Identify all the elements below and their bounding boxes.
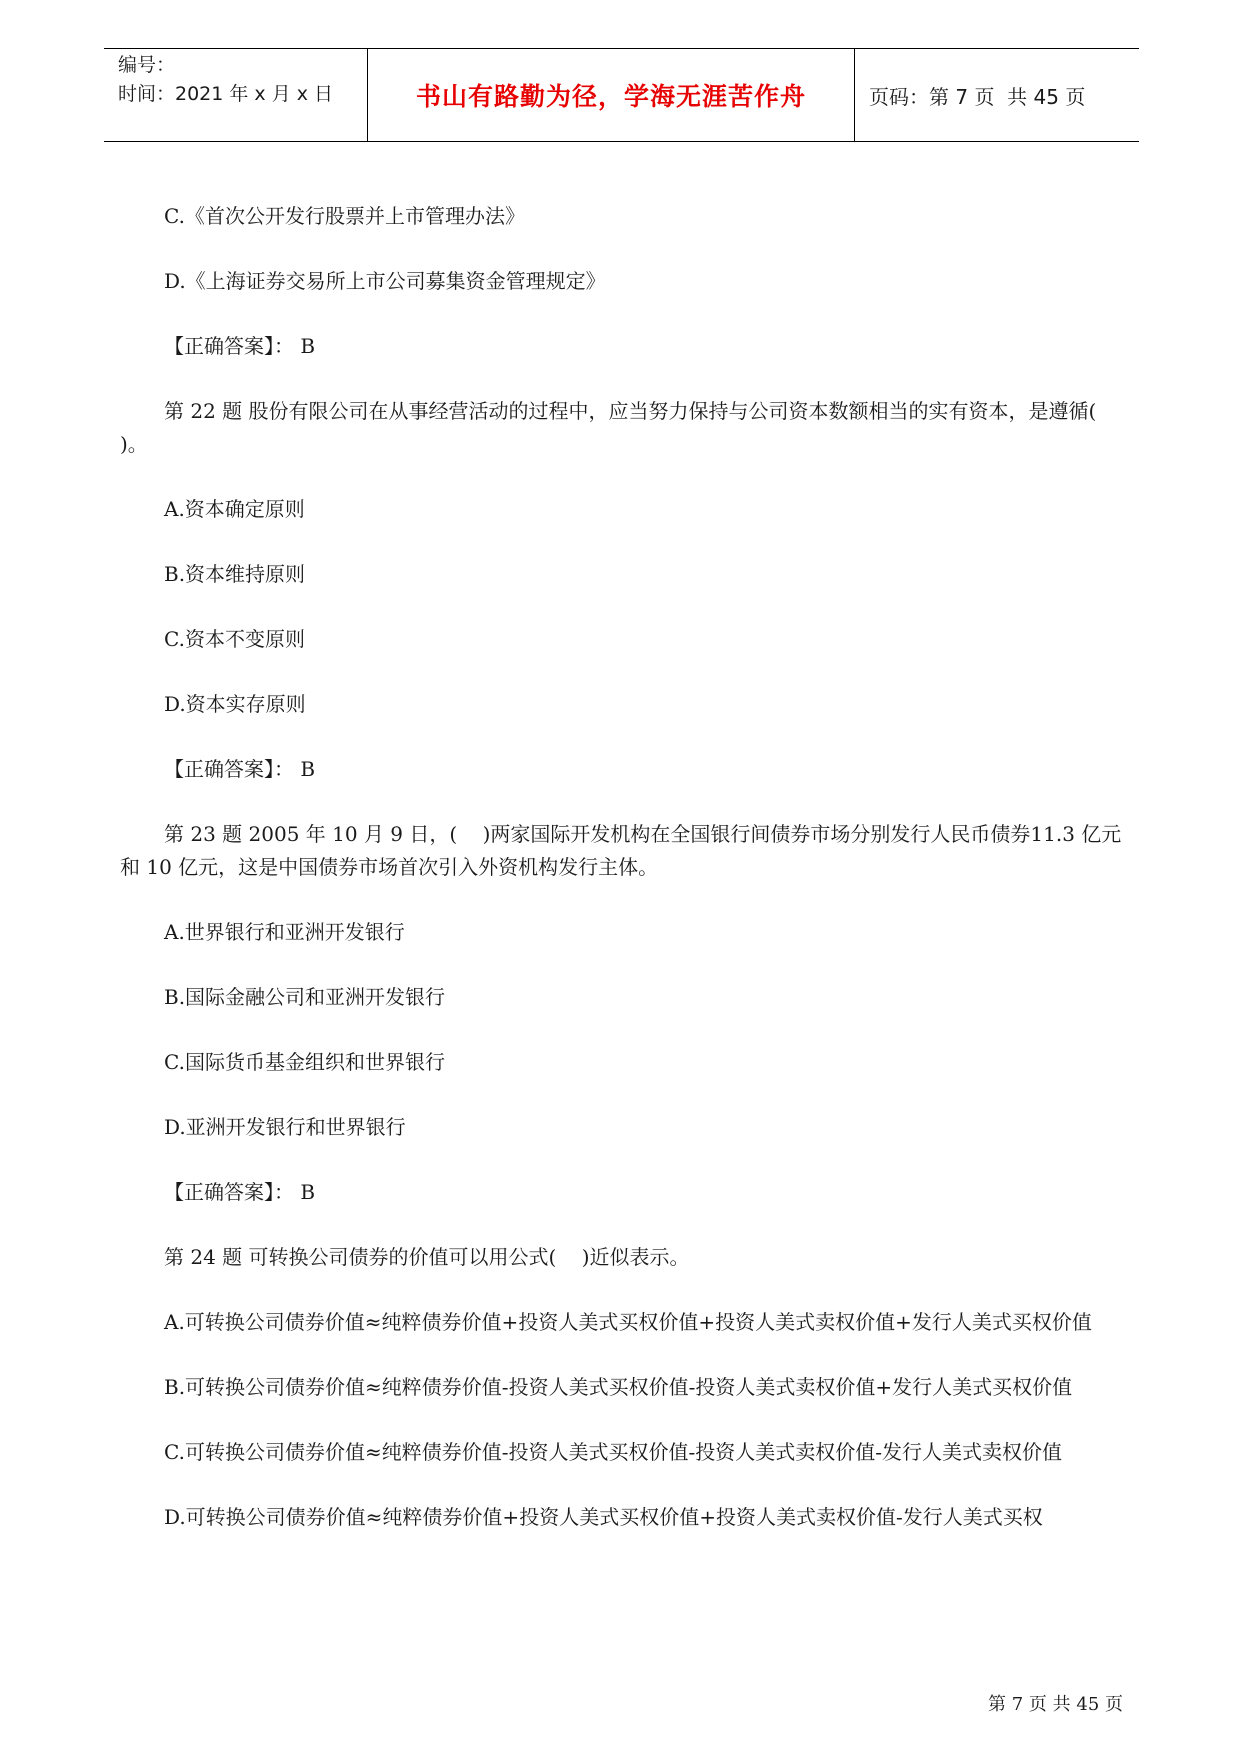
document-body [120, 200, 1125, 1566]
option-c-q24: C.可转换公司债券价值≈纯粹债券价值-投资人美式买权价值-投资人美式卖权价值-发行人美式卖权价值 [164, 1440, 1062, 1464]
serial-number-label: 编号： [118, 54, 176, 76]
option-a-q24: A.可转换公司债券价值≈纯粹债券价值+投资人美式买权价值+投资人美式卖权价值+发行人美式买权价值 [164, 1310, 1092, 1334]
option-d-q21: D.《上海证券交易所上市公司募集资金管理规定》 [164, 269, 606, 293]
page-footer: 第 7 页 共 45 页 [988, 1694, 1123, 1715]
option-b-q22: B.资本维持原则 [164, 562, 306, 586]
answer-q23: 【正确答案】： B [164, 1180, 316, 1204]
option-d-q22: D.资本实存原则 [164, 692, 306, 716]
page-header [104, 48, 1139, 142]
option-c-q21: C.《首次公开发行股票并上市管理办法》 [164, 204, 525, 228]
option-c-q22: C.资本不变原则 [164, 627, 305, 651]
option-a-q23: A.世界银行和亚洲开发银行 [164, 920, 405, 944]
answer-q22: 【正确答案】： B [164, 757, 316, 781]
option-b-q23: B.国际金融公司和亚洲开发银行 [164, 985, 446, 1009]
answer-q21: 【正确答案】： B [164, 334, 316, 358]
option-c-q23: C.国际货币基金组织和世界银行 [164, 1050, 445, 1074]
option-a-q22: A.资本确定原则 [164, 497, 305, 521]
header-motto-cell [368, 49, 855, 141]
option-d-q24: D.可转换公司债券价值≈纯粹债券价值+投资人美式买权价值+投资人美式卖权价值-发行人美式买权 [164, 1505, 1043, 1529]
page-info: 页码：第 7 页 共 45 页 [869, 84, 1086, 109]
question-23: 第 23 题 2005 年 10 月 9 日，( )两家国际开发机构在全国银行间债券市场分别发行人民币债券11.3 亿元和 10 亿元，这是中国债券市场首次引入外资机构发行主体。 [120, 822, 1122, 879]
option-d-q23: D.亚洲开发银行和世界银行 [164, 1115, 406, 1139]
header-page-info-cell [855, 49, 1139, 141]
question-22: 第 22 题 股份有限公司在从事经营活动的过程中，应当努力保持与公司资本数额相当的实有资本，是遵循( )。 [120, 399, 1122, 456]
motto-text: 书山有路勤为径，学海无涯苦作舟 [415, 82, 806, 111]
option-b-q24: B.可转换公司债券价值≈纯粹债券价值-投资人美式买权价值-投资人美式卖权价值+发行人美式买权价值 [164, 1375, 1073, 1399]
question-24: 第 24 题 可转换公司债券的价值可以用公式( )近似表示。 [164, 1245, 690, 1269]
header-meta [104, 49, 368, 141]
time-label: 时间：2021 年 x 月 x 日 [118, 83, 334, 105]
